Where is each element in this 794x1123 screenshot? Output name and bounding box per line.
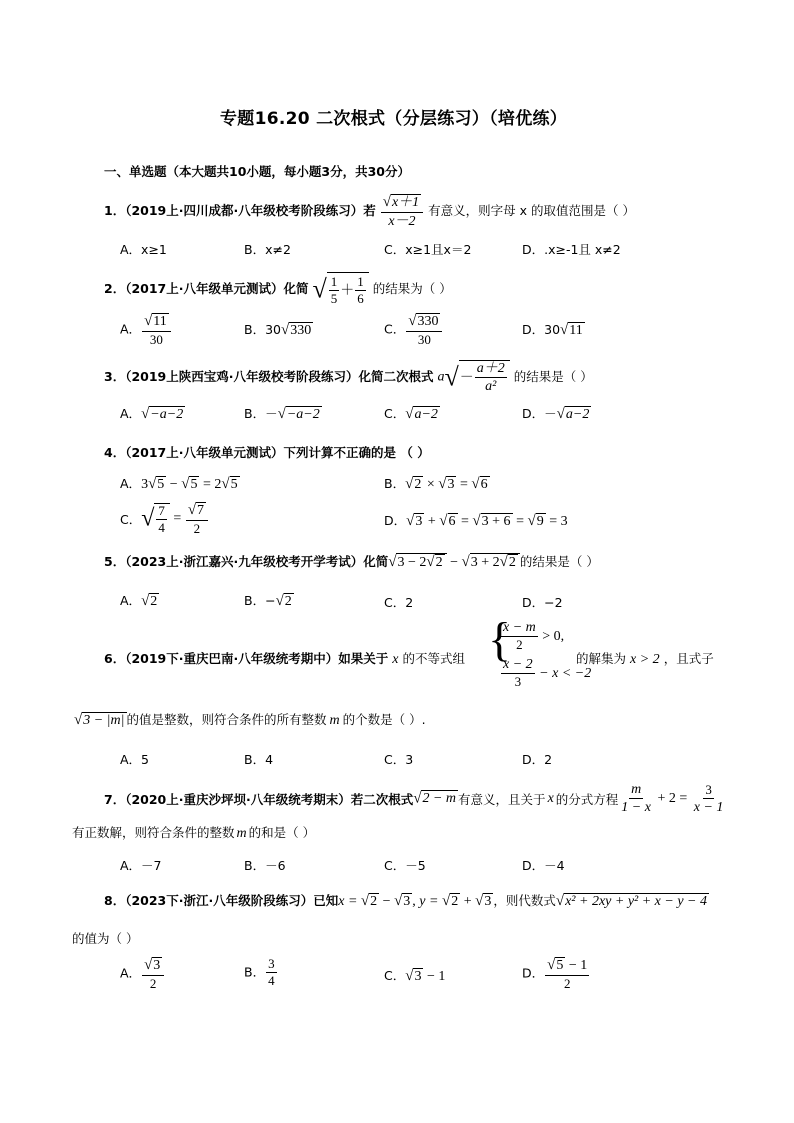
q8-option-d: D． $\frac{√5 - 1}{2}$ [522,957,588,992]
q1-tail: 有意义，则字母 x 的取值范围是（ ） [428,203,635,219]
q2-option-d: D．30√11 [522,322,583,338]
question-7-line-1: 7．（2020上·重庆沙坪坝·八年级统考期末）若二次根式√2 − m 有意义，且关于 x 的分式方程 $\frac{m}{1 - x}$ + 2 = $\frac{3}{x - 1}$ [104,781,724,816]
q3-option-c: C．√a−2 [384,406,438,422]
q2-option-c: C． $\frac{√330}{30}$ [384,313,443,347]
question-5: 5．（2023上·浙江嘉兴·九年级校考开学考试）化简√3 − 2√2 − √3 + 2√2 的结果是（ ） [104,554,599,570]
q3-tail: 的结果是（ ） [513,368,593,384]
q4-option-d: D．√3 + √6 = √3 + 6 = √9 = 3 [384,513,568,529]
q5-option-d: D．−2 [522,595,563,610]
question-1 [104,194,635,229]
q6-option-a: A．5 [120,752,150,767]
q2-head: 2．（2017上·八年级单元测试）化简 [104,280,309,296]
question-8-line-1: 8．（2023下·浙江·八年级阶段练习）已知x = √2 − √3 , y = √2 + √3 ，则代数式√x² + 2xy + y² + x − y − 4 [104,893,708,909]
q1-option-b: B．x≠2 [244,242,291,257]
q1-option-a: A．x≥1 [120,242,167,257]
q7-option-a: A．－7 [120,858,162,873]
q6-brace: { [488,613,512,666]
q3-option-d: D．－√a−2 [522,406,590,422]
section-header: 一、单选题（本大题共10小题，每小题3分，共30分） [104,164,410,179]
question-2: 2．（2017上·八年级单元测试）化简 √ $\frac{1}{5}$ ＋ $\frac{1}{6}$ 的结果为（ ） [104,274,452,307]
q8-option-a: A． $\frac{√3}{2}$ [120,957,165,991]
question-8-line-2: 的值为（ ） [72,931,139,946]
q3-option-b: B．－√−a−2 [244,406,320,422]
q6-line-1-tail: 的解集为 x > 2 ，且式子 [576,651,714,667]
question-3: 3．（2019上陕西宝鸡·八年级校考阶段练习）化简二次根式 a√－ $\frac{a+2}{\text{a²}}$ 的结果是（ ） [104,361,593,395]
q1-fraction: $\frac{√x+1}{x-2}$ [381,194,423,229]
q7-option-c: C．－5 [384,858,426,873]
q5-option-c: C．2 [384,595,414,610]
q6-option-b: B．4 [244,752,274,767]
question-6-line-2: √3 − |m| 的值是整数，则符合条件的所有整数 m 的个数是（ ）. [74,712,426,728]
q3-head: 3．（2019上陕西宝鸡·八年级校考阶段练习）化简二次根式 [104,368,434,384]
q5-option-b: B．−√2 [244,593,292,609]
q6-system-line-2: $\frac{x - 2}{3}$ − x < −2 [503,657,592,690]
q7-option-b: B．－6 [244,858,286,873]
q5-option-a: A．√2 [120,593,158,609]
q3-option-a: A．√−a−2 [120,406,184,422]
q1-head: 1．（2019上·四川成都·八年级校考阶段练习）若 [104,203,376,219]
q5-tail: 的结果是（ ） [519,554,599,569]
q5-head: 5．（2023上·浙江嘉兴·九年级校考开学考试）化简 [104,554,389,569]
q2-option-b: B．30√330 [244,322,312,338]
question-4-head: 4．（2017上·八年级单元测试）下列计算不正确的是 （ ） [104,445,430,460]
q6-system-line-1: $\frac{x - m}{2}$ > 0, [503,620,565,653]
q2-option-a: A． $\frac{√11}{30}$ [120,313,172,347]
question-7-line-2: 有正数解，则符合条件的整数 m 的和是（ ） [72,825,316,841]
q8-option-c: C．√3 − 1 [384,968,446,984]
page-title: 专题16.20 二次根式（分层练习）（培优练） [220,109,568,129]
q1-option-c: C．x≥1且x＝2 [384,242,472,257]
q7-option-d: D．－4 [522,858,565,873]
q6-option-c: C．3 [384,752,414,767]
q2-tail: 的结果为（ ） [372,280,452,296]
q8-head: 8．（2023下·浙江·八年级阶段练习）已知 [104,893,339,908]
q4-option-b: B．√2 × √3 = √6 [384,476,488,492]
q6-option-d: D．2 [522,752,553,767]
q6-head: 6．（2019下·重庆巴南·八年级统考期中）如果关于 [104,651,389,666]
q7-head: 7．（2020上·重庆沙坪坝·八年级统考期末）若二次根式 [104,791,414,807]
q1-option-d: D．.x≥-1且 x≠2 [522,242,621,257]
question-6-line-1: 6．（2019下·重庆巴南·八年级统考期中）如果关于 x 的不等式组 [104,651,465,667]
q8-option-b: B． $\frac{3}{4}$ [244,956,275,989]
q4-option-a: A．3√5 − √5 = 2√5 [120,476,238,492]
q4-option-c: C．√ $\frac{7}{4}$ = $\frac{√7}{2}$ [120,502,209,536]
